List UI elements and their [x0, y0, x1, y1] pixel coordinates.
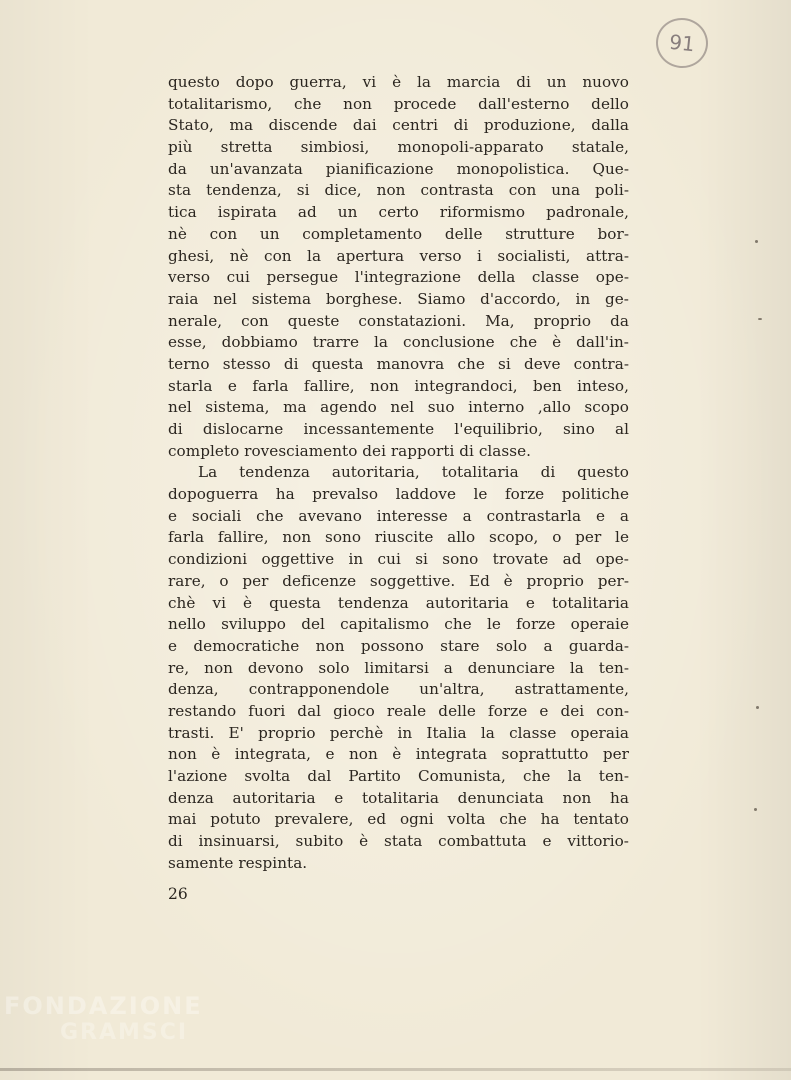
paper-speck [754, 808, 757, 811]
text-line: nerale, con queste constatazioni. Ma, proprio da [168, 311, 629, 330]
text-line: terno stesso di questa manovra che si deve contra- [168, 354, 629, 373]
text-line: completo rovesciamento dei rapporti di classe. [168, 441, 531, 460]
text-line: Stato, ma discende dai centri di produzione, dalla [168, 116, 629, 135]
text-line: nel sistema, ma agendo nel suo interno ,allo scopo [168, 398, 629, 417]
body-text [168, 72, 629, 874]
page-bottom-edge [0, 1068, 791, 1071]
paper-speck [758, 318, 762, 320]
text-line: rare, o per deficenze soggettive. Ed è proprio per- [168, 571, 629, 590]
watermark-logo: FONDAZIONE [4, 992, 203, 1020]
text-line: condizioni oggettive in cui si sono trovate ad ope- [168, 550, 629, 569]
text-line: nè con un completamento delle strutture bor- [168, 224, 629, 243]
watermark-logo-secondary: GRAMSCI [60, 1020, 189, 1045]
text-line: denza autoritaria e totalitaria denunciata non ha [168, 788, 629, 807]
text-line: totalitarismo, che non procede dall'esterno dello [168, 94, 629, 113]
text-line: di dislocarne incessantemente l'equilibrio, sino al [168, 420, 629, 438]
text-line: sta tendenza, si dice, non contrasta con una poli- [168, 181, 629, 200]
text-line: dopoguerra ha prevalso laddove le forze politiche [168, 485, 629, 504]
text-line: samente respinta. [168, 853, 308, 872]
text-line: questo dopo guerra, vi è la marcia di un nuovo [168, 73, 629, 91]
page-number: 26 [168, 885, 188, 903]
text-line: mai potuto prevalere, ed ogni volta che ha tentato [168, 810, 629, 829]
text-line: La tendenza autoritaria, totalitaria di questo [198, 463, 629, 482]
text-line: non è integrata, e non è integrata soprattutto per [168, 745, 629, 764]
text-line: re, non devono solo limitarsi a denunciare la ten- [168, 658, 629, 677]
text-line: raia nel sistema borghese. Siamo d'accordo, in ge- [168, 289, 629, 308]
text-line: e sociali che avevano interesse a contrastarla e a [168, 506, 629, 525]
text-line: più stretta simbiosi, monopoli-apparato statale, [168, 138, 629, 157]
text-line: chè vi è questa tendenza autoritaria e totalitaria [168, 593, 629, 612]
text-line: farla fallire, non sono riuscite allo scopo, o per le [168, 528, 629, 547]
archive-stamp-number: 91 [668, 29, 696, 57]
text-line: denza, contrapponendole un'altra, astrattamente, [168, 680, 629, 699]
paper-speck [755, 240, 758, 243]
text-line: starla e farla fallire, non integrandoci, ben inteso, [168, 376, 629, 395]
text-line: restando fuori dal gioco reale delle forze e dei con- [168, 701, 629, 720]
archive-stamp [654, 15, 711, 70]
paper-speck [756, 706, 759, 709]
text-line: nello sviluppo del capitalismo che le forze operaie [168, 615, 629, 634]
text-line: di insinuarsi, subito è stata combattuta e vittorio- [168, 832, 629, 851]
text-line: da un'avanzata pianificazione monopolistica. Que- [168, 159, 629, 178]
text-line: esse, dobbiamo trarre la conclusione che è dall'in- [168, 333, 629, 352]
text-line: verso cui persegue l'integrazione della classe ope- [168, 268, 629, 287]
text-line: trasti. E' proprio perchè in Italia la classe operaia [168, 723, 629, 742]
text-line: e democratiche non possono stare solo a guarda- [168, 636, 629, 655]
text-line: tica ispirata ad un certo riformismo padronale, [168, 203, 629, 222]
text-line: ghesi, nè con la apertura verso i socialisti, attra- [168, 246, 629, 265]
text-line: l'azione svolta dal Partito Comunista, che la ten- [168, 767, 629, 785]
